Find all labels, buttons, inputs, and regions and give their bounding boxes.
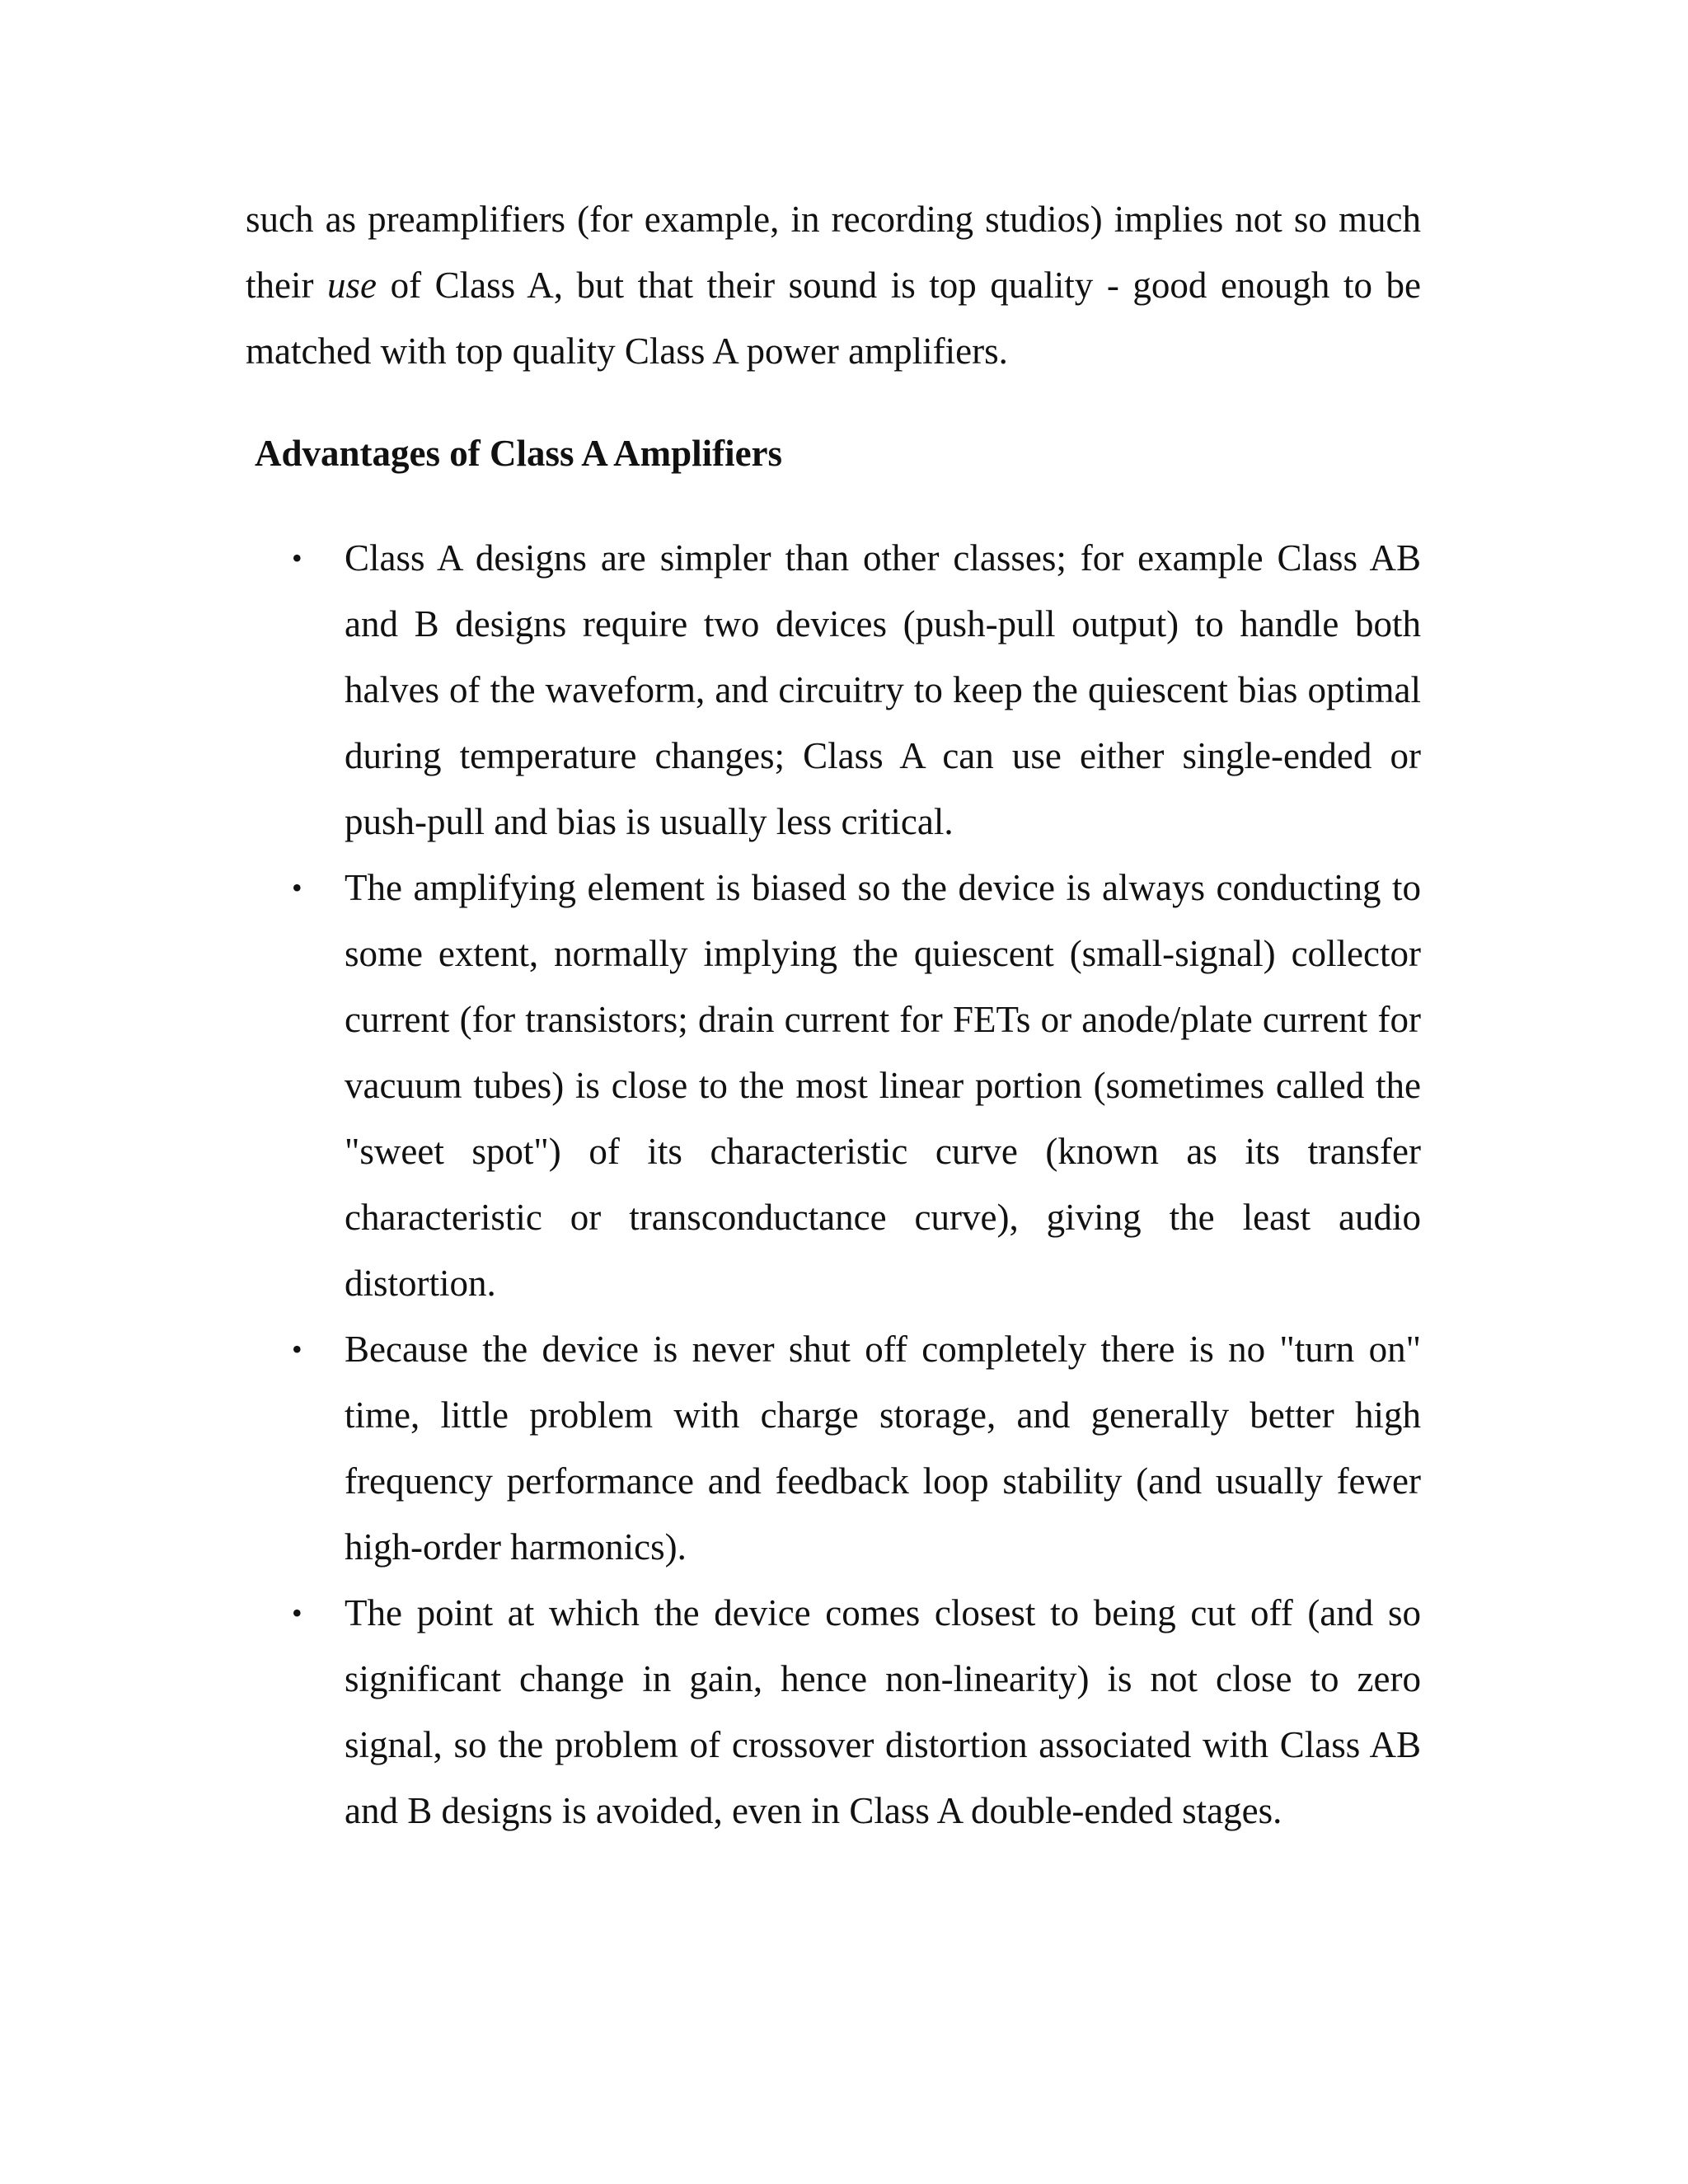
list-item-text: The amplifying element is biased so the device is always conducting to some extent, normally implying the quiescent (small-signal) collector current (for transistors; drain current for FETs or anode/plate current for vacuum tubes) is close to the most linear portion (sometimes called the "sweet spot") of its characteristic curve (known as its transfer characteristic or transconductance curve), giving the least audio distortion.	[345, 867, 1421, 1304]
list-item	[292, 525, 1421, 855]
bullet-icon: •	[292, 871, 302, 904]
list-item	[292, 1316, 1421, 1580]
intro-italic-word: use	[327, 265, 377, 306]
intro-paragraph	[246, 186, 1421, 384]
list-item	[292, 855, 1421, 1316]
list-item-text: Class A designs are simpler than other classes; for example Class AB and B designs require two devices (push-pull output) to handle both halves of the waveform, and circuitry to keep the quiescent bias optimal during temperature changes; Class A can use either single-ended or push-pull and bias is usually less critical.	[345, 537, 1421, 842]
bullet-icon: •	[292, 1596, 302, 1629]
list-item-text: Because the device is never shut off completely there is no "turn on" time, little problem with charge storage, and generally better high frequency performance and feedback loop stability (and usually fewer high-order harmonics).	[345, 1329, 1421, 1568]
list-item-text: The point at which the device comes closest to being cut off (and so significant change in gain, hence non-linearity) is not close to zero signal, so the problem of crossover distortion associated with Class AB and B designs is avoided, even in Class A double-ended stages.	[345, 1592, 1421, 1831]
bullet-icon: •	[292, 1333, 302, 1366]
advantages-list	[292, 525, 1421, 1844]
intro-text-start: such as preamplifiers (for example, in recording studios) implies not so much their	[246, 199, 1421, 306]
intro-text-end: of Class A, but that their sound is top quality - good enough to be matched with top quality Class A power amplifiers.	[246, 265, 1422, 372]
bullet-icon: •	[292, 541, 302, 574]
list-item	[292, 1580, 1421, 1844]
section-heading: Advantages of Class A Amplifiers	[255, 433, 783, 474]
